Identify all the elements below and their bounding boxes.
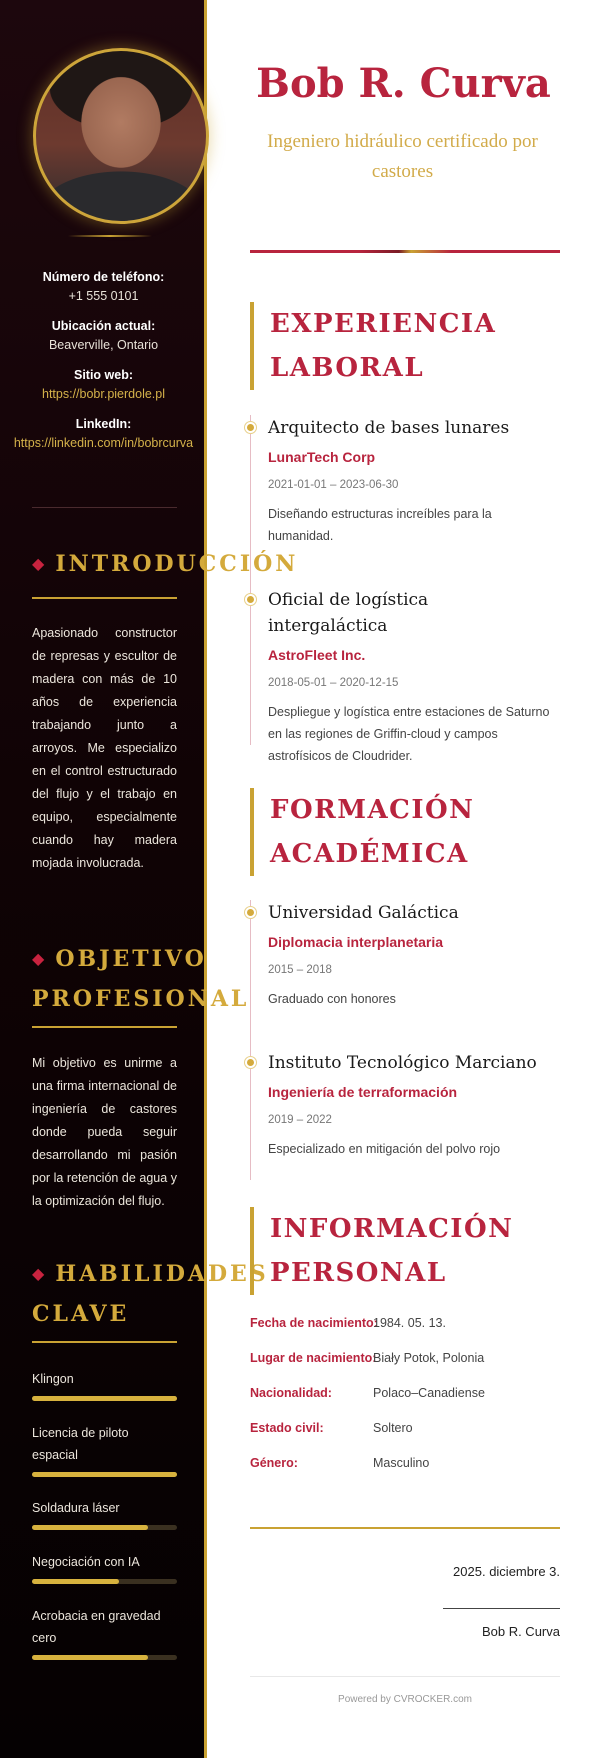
school-name: Instituto Tecnológico Marciano: [268, 1053, 537, 1073]
location-label: Ubicación actual:: [51, 319, 156, 333]
job-company: AstroFleet Inc.: [268, 647, 366, 663]
personal-value: Biały Potok, Polonia: [373, 1351, 485, 1365]
skill-bar-fill: [32, 1472, 177, 1477]
diamond-icon: ◆: [32, 1264, 48, 1283]
dot-icon: [245, 422, 256, 433]
signature-rule: [250, 1527, 560, 1529]
skill-bar: [32, 1579, 177, 1584]
personal-value: 1984. 05. 13.: [373, 1316, 446, 1330]
personal-value: Soltero: [373, 1421, 413, 1435]
experience-heading: EXPERIENCIA LABORAL: [250, 302, 560, 390]
education-entry: [251, 900, 551, 1010]
linkedin-link[interactable]: https://linkedin.com/in/bobrcurva: [13, 436, 194, 450]
candidate-title: Ingeniero hidráulico certificado por castores: [267, 131, 538, 182]
job-company: LunarTech Corp: [268, 449, 376, 465]
profile-photo: [33, 48, 209, 224]
location-value: Beaverville, Ontario: [48, 338, 159, 352]
sidebar-divider: [32, 507, 177, 508]
job-role: Oficial de logística intergaláctica: [268, 590, 429, 636]
personal-label: Género:: [250, 1456, 298, 1470]
skill-name: Soldadura láser: [32, 1501, 120, 1515]
skill-bar-fill: [32, 1655, 148, 1660]
job-role: Arquitecto de bases lunares: [268, 418, 510, 438]
website-link[interactable]: https://bobr.pierdole.pl: [42, 387, 165, 401]
skill-bar: [32, 1655, 177, 1660]
education-entry: [251, 1050, 551, 1160]
skill-item: [32, 1605, 177, 1660]
skill-bar: [32, 1396, 177, 1401]
job-dates: 2021-01-01 – 2023-06-30: [268, 479, 399, 491]
skill-bar-fill: [32, 1396, 177, 1401]
contact-block: [0, 270, 207, 450]
photo-underline: [68, 235, 152, 237]
diamond-icon: ◆: [32, 554, 48, 573]
skills-rule: [32, 1341, 177, 1343]
personal-label: Lugar de nacimiento:: [250, 1351, 377, 1365]
personal-label: Estado civil:: [250, 1421, 324, 1435]
personal-row: [250, 1351, 560, 1386]
skill-item: [32, 1497, 177, 1530]
personal-row: [250, 1421, 560, 1456]
job-dates: 2018-05-01 – 2020-12-15: [268, 677, 399, 689]
personal-row: [250, 1316, 560, 1351]
candidate-name: Bob R. Curva: [256, 60, 551, 107]
skill-bar: [32, 1525, 177, 1530]
phone-value: +1 555 0101: [68, 289, 139, 303]
objective-heading: [32, 940, 250, 1019]
intro-rule: [32, 597, 177, 599]
experience-entry: [251, 415, 551, 547]
skills-heading: [32, 1255, 269, 1334]
education-timeline: [250, 900, 560, 1180]
degree-name: Diplomacia interplanetaria: [268, 934, 444, 950]
diamond-icon: ◆: [32, 949, 48, 968]
personal-row: [250, 1386, 560, 1421]
phone-label: Número de teléfono:: [42, 270, 165, 284]
skill-name: Licencia de piloto espacial: [32, 1426, 129, 1462]
personal-info-table: [250, 1316, 560, 1491]
skill-bar-fill: [32, 1579, 119, 1584]
degree-name: Ingeniería de terraformación: [268, 1084, 458, 1100]
personal-label: Nacionalidad:: [250, 1386, 332, 1400]
objective-text: Mi objetivo es unirme a una firma internacional de ingeniería de castores donde pueda seguir desarrollando mi pasión por la retención de agua y la optimización del flujo.: [32, 1056, 177, 1208]
skill-item: [32, 1422, 177, 1477]
education-heading: FORMACIÓN ACADÉMICA: [250, 788, 560, 876]
skills-heading-text: HABILIDADES CLAVE: [32, 1261, 269, 1327]
skill-bar-fill: [32, 1525, 148, 1530]
skill-name: Acrobacia en gravedad cero: [32, 1609, 161, 1645]
intro-heading: [32, 545, 299, 585]
signature-date: 2025. diciembre 3.: [453, 1564, 560, 1579]
personal-heading: INFORMACIÓN PERSONAL: [250, 1207, 560, 1295]
skill-item: [32, 1368, 177, 1401]
school-name: Universidad Galáctica: [268, 903, 459, 923]
dot-icon: [245, 1057, 256, 1068]
education-note: Especializado en mitigación del polvo rojo: [268, 1142, 501, 1156]
job-description: Despliegue y logística entre estaciones de Saturno en las regiones de Griffin-cloud y campos astrofísicos de Cloudrider.: [268, 705, 550, 763]
personal-value: Polaco–Canadiense: [373, 1386, 485, 1400]
experience-timeline: [250, 415, 560, 763]
education-dates: 2019 – 2022: [268, 1114, 332, 1126]
website-label: Sitio web:: [73, 368, 134, 382]
dot-icon: [245, 594, 256, 605]
powered-by-link[interactable]: Powered by CVROCKER.com: [338, 1694, 472, 1705]
education-note: Graduado con honores: [268, 992, 396, 1006]
linkedin-label: LinkedIn:: [75, 417, 132, 431]
personal-value: Masculino: [373, 1456, 430, 1470]
objective-rule: [32, 1026, 177, 1028]
signature-name: Bob R. Curva: [481, 1624, 560, 1639]
header-rule: [250, 250, 560, 253]
skill-bar: [32, 1472, 177, 1477]
skill-name: Klingon: [32, 1372, 74, 1386]
profile-photo-frame: [33, 48, 209, 224]
dot-icon: [245, 907, 256, 918]
footer-rule: [250, 1676, 560, 1677]
skill-name: Negociación con IA: [32, 1555, 140, 1569]
education-dates: 2015 – 2018: [268, 964, 332, 976]
intro-heading-text: INTRODUCCIÓN: [55, 551, 299, 577]
personal-label: Fecha de nacimiento:: [250, 1316, 378, 1330]
experience-entry: [251, 587, 551, 767]
intro-text: Apasionado constructor de represas y escultor de madera con más de 10 años de experiencia trabajando junto a arroyos. Me especializo en el control estructurado del flujo y el trabajo en equipo, especialmente cuando hay madera mojada involucrada.: [32, 626, 177, 870]
job-description: Diseñando estructuras increíbles para la humanidad.: [268, 507, 492, 543]
signature-line: [443, 1608, 560, 1609]
skill-item: [32, 1551, 177, 1584]
objective-heading-text: OBJETIVO PROFESIONAL: [32, 946, 250, 1012]
personal-row: [250, 1456, 560, 1491]
